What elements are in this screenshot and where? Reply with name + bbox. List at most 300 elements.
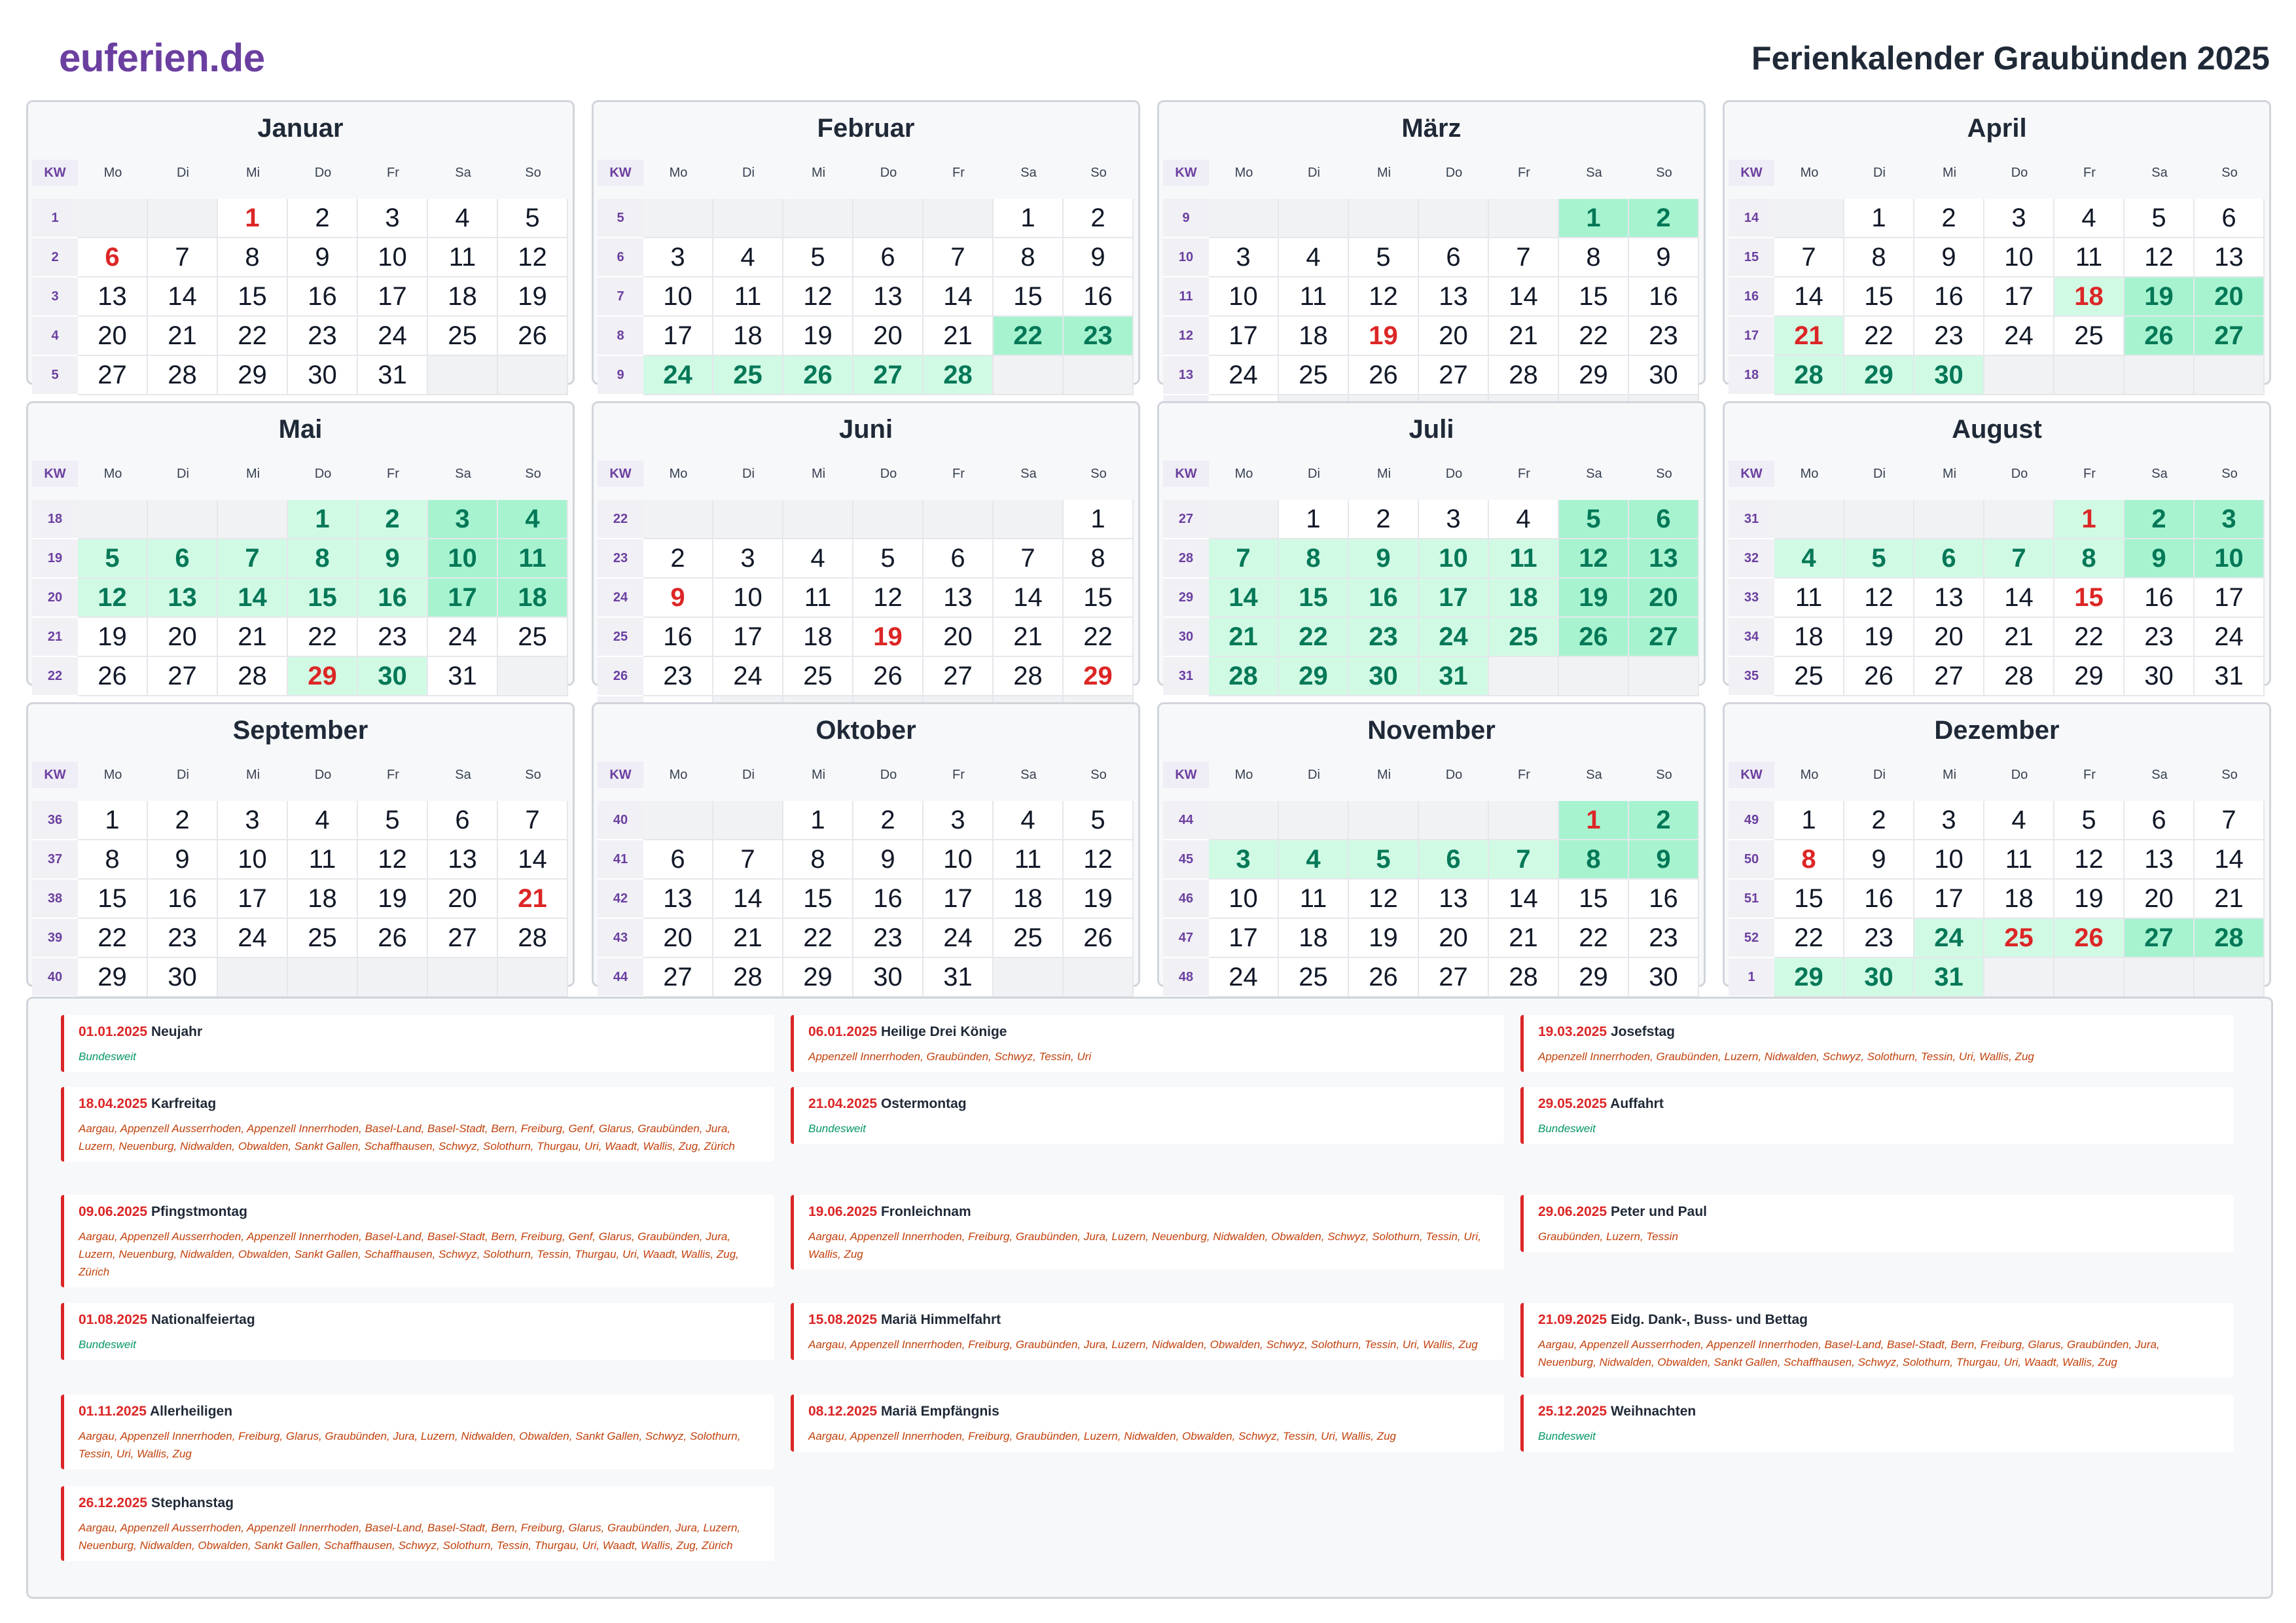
day-cell[interactable]: 7 [713,840,783,880]
day-cell[interactable]: 19 [358,880,428,919]
day-cell[interactable]: 11 [1279,277,1349,317]
day-cell[interactable]: 30 [853,958,924,997]
vacation-day-cell[interactable]: 26 [1559,618,1629,657]
day-cell[interactable]: 1 [1844,199,1914,238]
day-cell[interactable]: 14 [1774,277,1844,317]
day-cell[interactable]: 20 [148,618,218,657]
day-cell[interactable]: 30 [288,356,358,395]
day-cell[interactable]: 11 [428,238,498,277]
day-cell[interactable]: 22 [783,919,853,958]
day-cell[interactable]: 11 [713,277,783,317]
day-cell[interactable]: 10 [924,840,994,880]
day-cell[interactable]: 25 [1279,958,1349,997]
day-cell[interactable]: 3 [1984,199,2054,238]
day-cell[interactable]: 12 [1844,579,1914,618]
vacation-day-cell[interactable]: 19 [1559,579,1629,618]
vacation-day-cell[interactable]: 7 [1489,840,1559,880]
day-cell[interactable]: 22 [288,618,358,657]
vacation-day-cell[interactable]: 10 [2195,539,2265,579]
vacation-day-cell[interactable]: 21 [1209,618,1279,657]
day-cell[interactable]: 27 [924,657,994,696]
vacation-day-cell[interactable]: 9 [1629,840,1699,880]
day-cell[interactable]: 23 [853,919,924,958]
day-cell[interactable]: 23 [288,317,358,356]
day-cell[interactable]: 9 [1914,238,1984,277]
holiday-day-cell[interactable]: 21 [498,880,568,919]
day-cell[interactable]: 23 [1844,919,1914,958]
day-cell[interactable]: 2 [643,539,713,579]
day-cell[interactable]: 11 [1984,840,2054,880]
day-cell[interactable]: 16 [1629,880,1699,919]
day-cell[interactable]: 8 [218,238,288,277]
holiday-day-cell[interactable]: 15 [2054,579,2125,618]
day-cell[interactable]: 22 [218,317,288,356]
day-cell[interactable]: 17 [1209,317,1279,356]
vacation-day-cell[interactable]: 8 [1279,539,1349,579]
day-cell[interactable]: 3 [713,539,783,579]
day-cell[interactable]: 8 [78,840,148,880]
day-cell[interactable]: 13 [78,277,148,317]
day-cell[interactable]: 17 [2195,579,2265,618]
day-cell[interactable]: 26 [853,657,924,696]
vacation-day-cell[interactable]: 5 [1559,500,1629,539]
day-cell[interactable]: 19 [1064,880,1134,919]
day-cell[interactable]: 22 [1844,317,1914,356]
day-cell[interactable]: 6 [643,840,713,880]
day-cell[interactable]: 14 [498,840,568,880]
day-cell[interactable]: 29 [2054,657,2125,696]
vacation-day-cell[interactable]: 9 [2125,539,2195,579]
day-cell[interactable]: 27 [1419,356,1489,395]
day-cell[interactable]: 22 [2054,618,2125,657]
vacation-day-cell[interactable]: 8 [288,539,358,579]
vacation-day-cell[interactable]: 17 [1419,579,1489,618]
day-cell[interactable]: 18 [994,880,1064,919]
day-cell[interactable]: 20 [2125,880,2195,919]
holiday-day-cell[interactable]: 25 [1984,919,2054,958]
day-cell[interactable]: 24 [1209,356,1279,395]
day-cell[interactable]: 5 [1349,238,1419,277]
day-cell[interactable]: 15 [1559,277,1629,317]
holiday-day-cell[interactable]: 19 [1349,317,1419,356]
vacation-day-cell[interactable]: 6 [1419,840,1489,880]
day-cell[interactable]: 1 [1279,500,1349,539]
day-cell[interactable]: 7 [1774,238,1844,277]
vacation-day-cell[interactable]: 25 [713,356,783,395]
day-cell[interactable]: 16 [1064,277,1134,317]
day-cell[interactable]: 15 [1559,880,1629,919]
day-cell[interactable]: 27 [1914,657,1984,696]
day-cell[interactable]: 4 [713,238,783,277]
day-cell[interactable]: 16 [643,618,713,657]
day-cell[interactable]: 8 [1559,238,1629,277]
day-cell[interactable]: 25 [783,657,853,696]
day-cell[interactable]: 16 [148,880,218,919]
day-cell[interactable]: 6 [2125,801,2195,840]
vacation-day-cell[interactable]: 4 [1279,840,1349,880]
vacation-day-cell[interactable]: 31 [1419,657,1489,696]
vacation-day-cell[interactable]: 10 [428,539,498,579]
day-cell[interactable]: 9 [1844,840,1914,880]
day-cell[interactable]: 13 [643,880,713,919]
vacation-day-cell[interactable]: 11 [498,539,568,579]
day-cell[interactable]: 7 [148,238,218,277]
day-cell[interactable]: 7 [1489,238,1559,277]
vacation-day-cell[interactable]: 6 [1914,539,1984,579]
vacation-day-cell[interactable]: 2 [1629,801,1699,840]
day-cell[interactable]: 25 [1774,657,1844,696]
day-cell[interactable]: 23 [1629,919,1699,958]
day-cell[interactable]: 28 [1489,958,1559,997]
vacation-day-cell[interactable]: 24 [1419,618,1489,657]
vacation-day-cell[interactable]: 5 [1349,840,1419,880]
day-cell[interactable]: 4 [288,801,358,840]
day-cell[interactable]: 24 [2195,618,2265,657]
day-cell[interactable]: 16 [1629,277,1699,317]
vacation-day-cell[interactable]: 15 [1279,579,1349,618]
day-cell[interactable]: 23 [2125,618,2195,657]
day-cell[interactable]: 14 [148,277,218,317]
day-cell[interactable]: 21 [2195,880,2265,919]
day-cell[interactable]: 26 [1064,919,1134,958]
day-cell[interactable]: 13 [2195,238,2265,277]
vacation-day-cell[interactable]: 27 [2195,317,2265,356]
day-cell[interactable]: 23 [148,919,218,958]
vacation-day-cell[interactable]: 2 [1629,199,1699,238]
day-cell[interactable]: 26 [1349,958,1419,997]
vacation-day-cell[interactable]: 10 [1419,539,1489,579]
day-cell[interactable]: 22 [1774,919,1844,958]
day-cell[interactable]: 10 [1984,238,2054,277]
day-cell[interactable]: 13 [853,277,924,317]
vacation-day-cell[interactable]: 1 [288,500,358,539]
day-cell[interactable]: 26 [1349,356,1419,395]
day-cell[interactable]: 11 [994,840,1064,880]
holiday-day-cell[interactable]: 19 [853,618,924,657]
day-cell[interactable]: 24 [713,657,783,696]
day-cell[interactable]: 7 [924,238,994,277]
day-cell[interactable]: 14 [924,277,994,317]
brand-logo[interactable]: euferien.de [59,36,265,80]
holiday-day-cell[interactable]: 1 [218,199,288,238]
day-cell[interactable]: 1 [1774,801,1844,840]
day-cell[interactable]: 26 [358,919,428,958]
day-cell[interactable]: 20 [428,880,498,919]
vacation-day-cell[interactable]: 8 [1559,840,1629,880]
day-cell[interactable]: 1 [994,199,1064,238]
vacation-day-cell[interactable]: 8 [2054,539,2125,579]
day-cell[interactable]: 21 [1489,317,1559,356]
day-cell[interactable]: 5 [498,199,568,238]
day-cell[interactable]: 29 [78,958,148,997]
day-cell[interactable]: 27 [148,657,218,696]
vacation-day-cell[interactable]: 2 [2125,500,2195,539]
day-cell[interactable]: 14 [1984,579,2054,618]
day-cell[interactable]: 13 [1419,277,1489,317]
day-cell[interactable]: 18 [1279,317,1349,356]
day-cell[interactable]: 2 [1064,199,1134,238]
day-cell[interactable]: 27 [78,356,148,395]
day-cell[interactable]: 12 [2054,840,2125,880]
day-cell[interactable]: 24 [1984,317,2054,356]
day-cell[interactable]: 12 [853,579,924,618]
day-cell[interactable]: 12 [783,277,853,317]
day-cell[interactable]: 1 [1064,500,1134,539]
vacation-day-cell[interactable]: 13 [148,579,218,618]
day-cell[interactable]: 21 [713,919,783,958]
day-cell[interactable]: 12 [358,840,428,880]
day-cell[interactable]: 19 [1349,919,1419,958]
vacation-day-cell[interactable]: 3 [428,500,498,539]
vacation-day-cell[interactable]: 20 [2195,277,2265,317]
day-cell[interactable]: 27 [1419,958,1489,997]
vacation-day-cell[interactable]: 25 [1489,618,1559,657]
day-cell[interactable]: 1 [78,801,148,840]
day-cell[interactable]: 28 [1984,657,2054,696]
day-cell[interactable]: 20 [78,317,148,356]
day-cell[interactable]: 20 [924,618,994,657]
day-cell[interactable]: 12 [1064,840,1134,880]
vacation-day-cell[interactable]: 7 [218,539,288,579]
vacation-day-cell[interactable]: 1 [1559,199,1629,238]
day-cell[interactable]: 19 [2054,880,2125,919]
vacation-day-cell[interactable]: 22 [994,317,1064,356]
day-cell[interactable]: 21 [148,317,218,356]
day-cell[interactable]: 5 [853,539,924,579]
day-cell[interactable]: 2 [148,801,218,840]
day-cell[interactable]: 30 [1629,958,1699,997]
day-cell[interactable]: 21 [1489,919,1559,958]
day-cell[interactable]: 13 [428,840,498,880]
day-cell[interactable]: 30 [1629,356,1699,395]
vacation-day-cell[interactable]: 3 [2195,500,2265,539]
day-cell[interactable]: 19 [498,277,568,317]
day-cell[interactable]: 13 [2125,840,2195,880]
vacation-day-cell[interactable]: 30 [1844,958,1914,997]
vacation-day-cell[interactable]: 5 [78,539,148,579]
day-cell[interactable]: 19 [1844,618,1914,657]
holiday-day-cell[interactable]: 1 [1559,801,1629,840]
day-cell[interactable]: 7 [994,539,1064,579]
day-cell[interactable]: 5 [358,801,428,840]
day-cell[interactable]: 17 [218,880,288,919]
day-cell[interactable]: 31 [428,657,498,696]
day-cell[interactable]: 17 [643,317,713,356]
day-cell[interactable]: 11 [2054,238,2125,277]
day-cell[interactable]: 15 [994,277,1064,317]
day-cell[interactable]: 15 [1774,880,1844,919]
day-cell[interactable]: 16 [2125,579,2195,618]
day-cell[interactable]: 24 [1209,958,1279,997]
day-cell[interactable]: 29 [1559,356,1629,395]
day-cell[interactable]: 7 [2195,801,2265,840]
day-cell[interactable]: 3 [1914,801,1984,840]
day-cell[interactable]: 4 [994,801,1064,840]
day-cell[interactable]: 21 [994,618,1064,657]
day-cell[interactable]: 25 [994,919,1064,958]
day-cell[interactable]: 31 [924,958,994,997]
day-cell[interactable]: 10 [713,579,783,618]
vacation-day-cell[interactable]: 9 [1349,539,1419,579]
day-cell[interactable]: 11 [783,579,853,618]
day-cell[interactable]: 20 [1419,919,1489,958]
holiday-day-cell[interactable]: 29 [1064,657,1134,696]
vacation-day-cell[interactable]: 22 [1279,618,1349,657]
day-cell[interactable]: 13 [924,579,994,618]
day-cell[interactable]: 13 [1419,880,1489,919]
day-cell[interactable]: 20 [1419,317,1489,356]
day-cell[interactable]: 2 [1914,199,1984,238]
day-cell[interactable]: 3 [643,238,713,277]
day-cell[interactable]: 10 [1209,880,1279,919]
day-cell[interactable]: 29 [783,958,853,997]
vacation-day-cell[interactable]: 20 [1629,579,1699,618]
day-cell[interactable]: 22 [78,919,148,958]
day-cell[interactable]: 15 [78,880,148,919]
day-cell[interactable]: 4 [2054,199,2125,238]
vacation-day-cell[interactable]: 27 [853,356,924,395]
day-cell[interactable]: 17 [924,880,994,919]
vacation-day-cell[interactable]: 23 [1064,317,1134,356]
day-cell[interactable]: 2 [288,199,358,238]
day-cell[interactable]: 18 [1984,880,2054,919]
day-cell[interactable]: 8 [1844,238,1914,277]
day-cell[interactable]: 2 [1349,500,1419,539]
day-cell[interactable]: 25 [2054,317,2125,356]
day-cell[interactable]: 9 [853,840,924,880]
day-cell[interactable]: 19 [783,317,853,356]
day-cell[interactable]: 15 [783,880,853,919]
day-cell[interactable]: 31 [358,356,428,395]
vacation-day-cell[interactable]: 28 [2195,919,2265,958]
day-cell[interactable]: 10 [1209,277,1279,317]
day-cell[interactable]: 3 [1419,500,1489,539]
day-cell[interactable]: 26 [1844,657,1914,696]
day-cell[interactable]: 29 [1559,958,1629,997]
vacation-day-cell[interactable]: 5 [1844,539,1914,579]
day-cell[interactable]: 27 [643,958,713,997]
day-cell[interactable]: 31 [2195,657,2265,696]
holiday-day-cell[interactable]: 21 [1774,317,1844,356]
holiday-day-cell[interactable]: 6 [78,238,148,277]
vacation-day-cell[interactable]: 28 [1774,356,1844,395]
vacation-day-cell[interactable]: 11 [1489,539,1559,579]
day-cell[interactable]: 18 [428,277,498,317]
vacation-day-cell[interactable]: 13 [1629,539,1699,579]
day-cell[interactable]: 15 [218,277,288,317]
day-cell[interactable]: 3 [218,801,288,840]
vacation-day-cell[interactable]: 23 [1349,618,1419,657]
day-cell[interactable]: 22 [1559,317,1629,356]
day-cell[interactable]: 11 [1279,880,1349,919]
day-cell[interactable]: 4 [428,199,498,238]
day-cell[interactable]: 9 [288,238,358,277]
day-cell[interactable]: 12 [498,238,568,277]
day-cell[interactable]: 12 [2125,238,2195,277]
holiday-day-cell[interactable]: 29 [288,657,358,696]
day-cell[interactable]: 3 [358,199,428,238]
day-cell[interactable]: 25 [498,618,568,657]
day-cell[interactable]: 30 [2125,657,2195,696]
vacation-day-cell[interactable]: 17 [428,579,498,618]
holiday-day-cell[interactable]: 26 [2054,919,2125,958]
day-cell[interactable]: 28 [1489,356,1559,395]
vacation-day-cell[interactable]: 30 [358,657,428,696]
day-cell[interactable]: 18 [288,880,358,919]
day-cell[interactable]: 23 [1914,317,1984,356]
day-cell[interactable]: 12 [1349,880,1419,919]
day-cell[interactable]: 24 [358,317,428,356]
vacation-day-cell[interactable]: 30 [1914,356,1984,395]
day-cell[interactable]: 18 [1774,618,1844,657]
vacation-day-cell[interactable]: 3 [1209,840,1279,880]
day-cell[interactable]: 21 [218,618,288,657]
day-cell[interactable]: 10 [218,840,288,880]
day-cell[interactable]: 4 [1489,500,1559,539]
day-cell[interactable]: 24 [428,618,498,657]
vacation-day-cell[interactable]: 6 [148,539,218,579]
vacation-day-cell[interactable]: 27 [1629,618,1699,657]
day-cell[interactable]: 9 [1064,238,1134,277]
day-cell[interactable]: 22 [1064,618,1134,657]
day-cell[interactable]: 6 [2195,199,2265,238]
day-cell[interactable]: 17 [1209,919,1279,958]
day-cell[interactable]: 24 [218,919,288,958]
vacation-day-cell[interactable]: 16 [358,579,428,618]
day-cell[interactable]: 18 [1279,919,1349,958]
vacation-day-cell[interactable]: 7 [1984,539,2054,579]
day-cell[interactable]: 26 [498,317,568,356]
day-cell[interactable]: 14 [994,579,1064,618]
day-cell[interactable]: 29 [218,356,288,395]
holiday-day-cell[interactable]: 1 [2054,500,2125,539]
vacation-day-cell[interactable]: 14 [218,579,288,618]
day-cell[interactable]: 3 [924,801,994,840]
day-cell[interactable]: 28 [148,356,218,395]
day-cell[interactable]: 6 [924,539,994,579]
vacation-day-cell[interactable]: 31 [1914,958,1984,997]
day-cell[interactable]: 4 [1279,238,1349,277]
day-cell[interactable]: 30 [148,958,218,997]
day-cell[interactable]: 14 [1489,880,1559,919]
vacation-day-cell[interactable]: 29 [1279,657,1349,696]
vacation-day-cell[interactable]: 19 [2125,277,2195,317]
day-cell[interactable]: 20 [1914,618,1984,657]
holiday-day-cell[interactable]: 9 [643,579,713,618]
vacation-day-cell[interactable]: 28 [924,356,994,395]
holiday-day-cell[interactable]: 18 [2054,277,2125,317]
day-cell[interactable]: 26 [78,657,148,696]
day-cell[interactable]: 17 [1984,277,2054,317]
vacation-day-cell[interactable]: 6 [1629,500,1699,539]
day-cell[interactable]: 8 [994,238,1064,277]
day-cell[interactable]: 14 [2195,840,2265,880]
vacation-day-cell[interactable]: 30 [1349,657,1419,696]
day-cell[interactable]: 20 [853,317,924,356]
day-cell[interactable]: 5 [783,238,853,277]
vacation-day-cell[interactable]: 12 [1559,539,1629,579]
day-cell[interactable]: 28 [994,657,1064,696]
day-cell[interactable]: 16 [1844,880,1914,919]
vacation-day-cell[interactable]: 9 [358,539,428,579]
vacation-day-cell[interactable]: 27 [2125,919,2195,958]
day-cell[interactable]: 23 [643,657,713,696]
vacation-day-cell[interactable]: 24 [643,356,713,395]
day-cell[interactable]: 9 [148,840,218,880]
day-cell[interactable]: 15 [1064,579,1134,618]
day-cell[interactable]: 21 [1984,618,2054,657]
vacation-day-cell[interactable]: 16 [1349,579,1419,618]
